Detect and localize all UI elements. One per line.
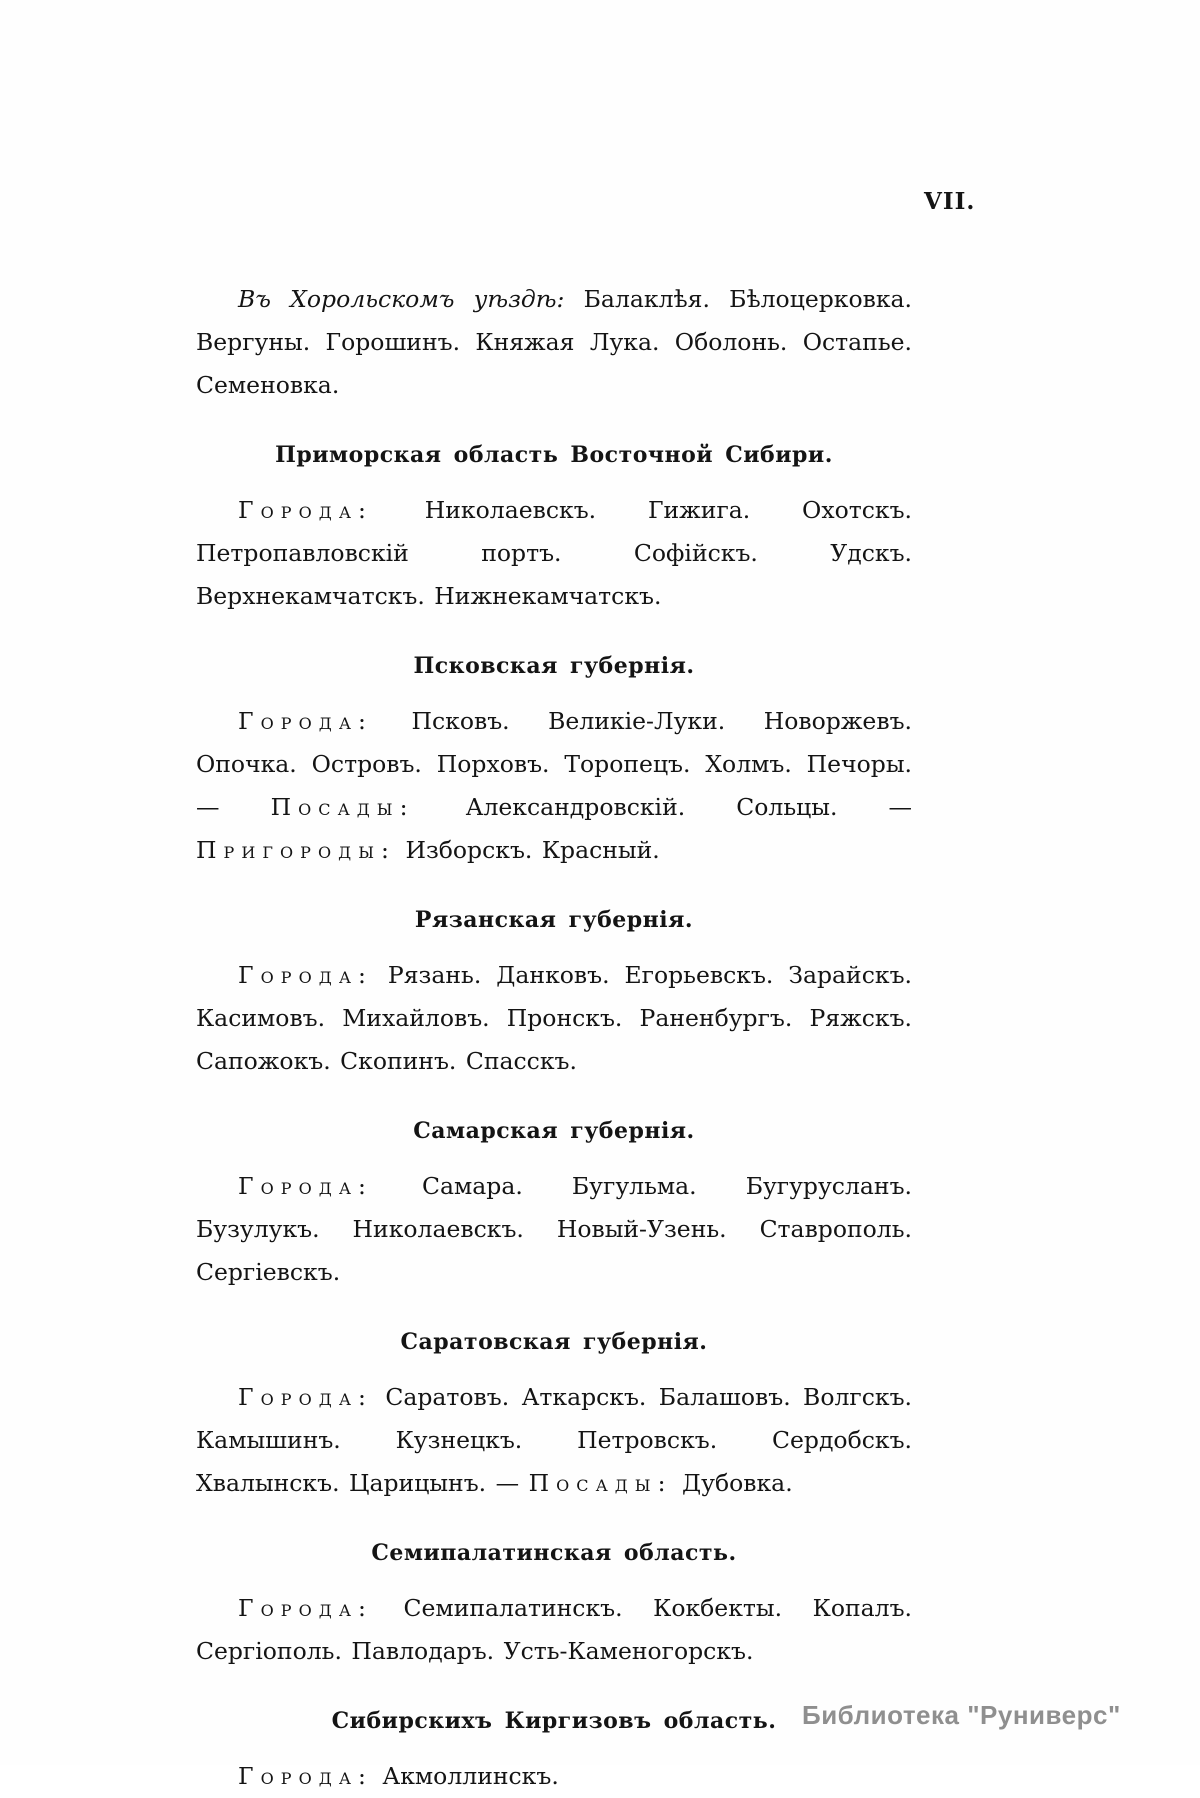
section-heading: Самарская губернія.	[413, 1118, 695, 1144]
section-heading: Семипалатинская область.	[371, 1540, 737, 1566]
text-segment-normal: Николаевскъ. Гижига. Охотскъ. Петропавловскій портъ. Софійскъ. Удскъ. Верхнекамчатскъ. Нижнекамчатскъ.	[196, 496, 912, 610]
text-segment-normal: Семипалатинскъ. Кокбекты. Копалъ. Сергіополь. Павлодаръ. Усть-Каменогорскъ.	[196, 1594, 912, 1665]
text-segment-italic: Въ Хорольскомъ уѣздѣ:	[238, 285, 565, 313]
text-segment-normal: Акмоллинскъ.	[372, 1762, 559, 1790]
text-segment-smallcaps: Города:	[238, 961, 373, 989]
section-pskovskaya	[196, 652, 912, 872]
text-segment-smallcaps: Пригороды:	[196, 836, 396, 864]
section-semipalatinskaya	[196, 1539, 912, 1673]
section-paragraph	[196, 489, 912, 618]
section-paragraph	[196, 1587, 912, 1673]
section-paragraph	[196, 1755, 912, 1798]
text-segment-smallcaps: Посады:	[270, 793, 415, 821]
runivers-library-watermark: Библиотека "Руниверс"	[802, 1700, 1121, 1730]
text-segment-smallcaps: Города:	[238, 707, 373, 735]
text-segment-normal: Псковъ. Великіе-Луки. Новоржевъ. Опочка. Островъ. Порховъ. Торопецъ. Холмъ. Печоры. —	[196, 707, 912, 821]
section-primorskaya	[196, 441, 912, 618]
section-saratovskaya	[196, 1328, 912, 1505]
section-paragraph	[196, 1376, 912, 1505]
section-paragraph	[196, 1165, 912, 1294]
section-heading: Саратовская губернія.	[400, 1329, 708, 1355]
section-heading: Псковская губернія.	[413, 653, 695, 679]
intro-paragraph	[196, 278, 912, 407]
section-heading: Приморская область Восточной Сибири.	[275, 442, 833, 468]
section-paragraph	[196, 700, 912, 872]
text-segment-normal: Саратовъ. Аткарскъ. Балашовъ. Волгскъ. Камышинъ. Кузнецкъ. Петровскъ. Сердобскъ. Хвалынскъ. Царицынъ. —	[196, 1383, 912, 1497]
page-number: VII.	[924, 188, 976, 215]
section-paragraph	[196, 954, 912, 1083]
text-segment-normal: Балаклѣя. Бѣлоцерковка. Вергуны. Горошинъ. Княжая Лука. Оболонь. Остапье. Семеновка.	[196, 285, 912, 399]
text-segment-smallcaps: Города:	[238, 1172, 373, 1200]
text-segment-normal: Дубовка.	[672, 1469, 793, 1497]
section-ryazanskaya	[196, 906, 912, 1083]
text-segment-smallcaps: Города:	[238, 1383, 373, 1411]
text-segment-normal: Александровскій. Сольцы. —	[414, 793, 912, 821]
text-segment-smallcaps: Посады:	[528, 1469, 673, 1497]
section-samarskaya	[196, 1117, 912, 1294]
section-heading: Сибирскихъ Киргизовъ область.	[331, 1708, 777, 1734]
section-heading: Рязанская губернія.	[414, 907, 694, 933]
page-content	[196, 278, 912, 1798]
text-segment-smallcaps: Города:	[238, 1594, 373, 1622]
text-segment-smallcaps: Города:	[238, 1762, 373, 1790]
text-segment-normal: Изборскъ. Красный.	[395, 836, 660, 864]
text-segment-normal: Самара. Бугульма. Бугурусланъ. Бузулукъ. Николаевскъ. Новый-Узень. Ставрополь. Сергіевскъ.	[196, 1172, 912, 1286]
text-segment-normal: Рязань. Данковъ. Егорьевскъ. Зарайскъ. Касимовъ. Михайловъ. Пронскъ. Раненбургъ. Ряжскъ. Сапожокъ. Скопинъ. Спасскъ.	[196, 961, 912, 1075]
text-segment-smallcaps: Города:	[238, 496, 373, 524]
